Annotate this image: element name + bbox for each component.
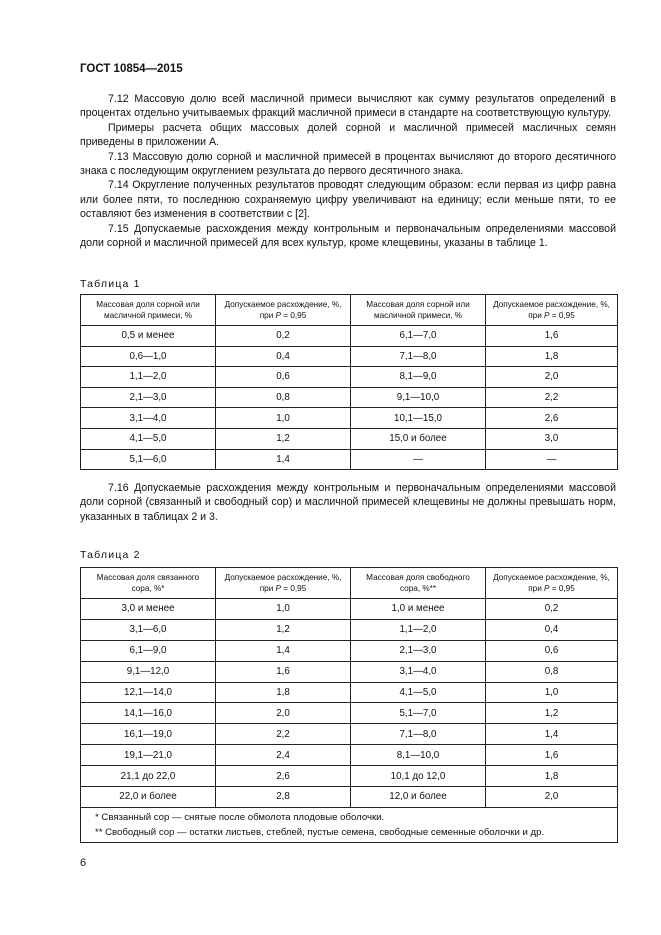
table-cell: 1,6	[216, 661, 351, 682]
table-cell: 2,1—3,0	[351, 640, 486, 661]
table-cell: 2,0	[486, 787, 618, 808]
table-cell: 0,8	[216, 387, 351, 408]
table-cell: 2,4	[216, 745, 351, 766]
table-cell: 0,6	[486, 640, 618, 661]
table-cell: 14,1—16,0	[81, 703, 216, 724]
table1-header-cell: Допускаемое расхождение, %, при P = 0,95	[216, 295, 351, 326]
table1-row	[81, 326, 618, 347]
table1-caption: Таблица 1	[80, 278, 141, 290]
table-cell: 0,6—1,0	[81, 346, 216, 367]
table-cell: 1,2	[216, 428, 351, 449]
paragraph-7-16: 7.16 Допускаемые расхождения между контрольным и первоначальным определениями массовой доли сорной (связанный и свободный сор) и масличной примесей клещевины не должны превышать норм, указанных в таблицах 2 и 3.	[80, 482, 616, 523]
paragraph-examples: Примеры расчета общих массовых долей сорной и масличной примесей масличных семян приведены в приложении А.	[80, 121, 616, 149]
table1-body	[81, 326, 618, 470]
table2-footnotes	[81, 807, 618, 842]
table-cell: 16,1—19,0	[81, 724, 216, 745]
table-cell: 1,0 и менее	[351, 599, 486, 620]
table2-row	[81, 745, 618, 766]
table-cell: 2,2	[486, 387, 618, 408]
table-cell: 6,1—9,0	[81, 640, 216, 661]
table-cell: 0,2	[216, 326, 351, 347]
table-cell: 0,8	[486, 661, 618, 682]
table-cell: 1,1—2,0	[81, 367, 216, 388]
table2-row	[81, 682, 618, 703]
table-cell: 2,6	[216, 766, 351, 787]
table-cell: 1,2	[216, 619, 351, 640]
table-cell: 8,1—9,0	[351, 367, 486, 388]
table-cell: 1,0	[216, 599, 351, 620]
table-cell: 2,6	[486, 408, 618, 429]
table2-row	[81, 599, 618, 620]
table2-header-cell: Допускаемое расхождение, %, при P = 0,95	[216, 568, 351, 599]
table-cell: 7,1—8,0	[351, 724, 486, 745]
paragraph-7-14: 7.14 Округление полученных результатов проводят следующим образом: если первая из цифр равна или более пяти, то последнюю сохраняемую цифру увеличивают на единицу; если меньше пяти, то ее оставляют без изменения в соответствии с [2].	[80, 179, 616, 221]
table-cell: 1,8	[486, 346, 618, 367]
table-cell: 10,1—15,0	[351, 408, 486, 429]
table-cell: 7,1—8,0	[351, 346, 486, 367]
table-cell: 1,4	[216, 449, 351, 470]
table-2	[80, 567, 618, 843]
table-cell: 3,1—4,0	[351, 661, 486, 682]
table2-header-cell: Массовая доля связанного сора, %*	[81, 568, 216, 599]
table-cell: 0,4	[486, 619, 618, 640]
table-cell: 12,0 и более	[351, 787, 486, 808]
table-cell: 1,0	[486, 682, 618, 703]
table-cell: —	[486, 449, 618, 470]
document-header: ГОСТ 10854—2015	[80, 63, 183, 75]
table-cell: 0,6	[216, 367, 351, 388]
table1-header-cell: Допускаемое расхождение, %, при P = 0,95	[486, 295, 618, 326]
table-cell: 3,1—6,0	[81, 619, 216, 640]
section-7-12-7-15	[80, 92, 616, 250]
table-cell: 1,1—2,0	[351, 619, 486, 640]
table-cell: 5,1—6,0	[81, 449, 216, 470]
table1-row	[81, 408, 618, 429]
table-cell: 1,2	[486, 703, 618, 724]
table-cell: —	[351, 449, 486, 470]
table-cell: 6,1—7,0	[351, 326, 486, 347]
table2-row	[81, 766, 618, 787]
table-cell: 3,0	[486, 428, 618, 449]
table2-header-cell: Допускаемое расхождение, %, при P = 0,95	[486, 568, 618, 599]
table1-row	[81, 346, 618, 367]
table-cell: 19,1—21,0	[81, 745, 216, 766]
table-cell: 2,1—3,0	[81, 387, 216, 408]
table-cell: 3,0 и менее	[81, 599, 216, 620]
table2-row	[81, 661, 618, 682]
table-cell: 21,1 до 22,0	[81, 766, 216, 787]
table-cell: 10,1 до 12,0	[351, 766, 486, 787]
table2-row	[81, 724, 618, 745]
table1-header-cell: Массовая доля сорной или масличной примеси, %	[351, 295, 486, 326]
table-cell: 1,6	[486, 326, 618, 347]
paragraph-7-13: 7.13 Массовую долю сорной и масличной примесей в процентах вычисляют до второго десятичного знака с последующим округлением результата до первого десятичного знака.	[80, 150, 616, 178]
table-cell: 1,8	[486, 766, 618, 787]
table-cell: 1,4	[216, 640, 351, 661]
table-cell: 2,0	[216, 703, 351, 724]
table-cell: 9,1—12,0	[81, 661, 216, 682]
table-cell: 3,1—4,0	[81, 408, 216, 429]
table-cell: 0,2	[486, 599, 618, 620]
table2-caption: Таблица 2	[80, 549, 141, 561]
section-7-16	[80, 481, 616, 524]
footnote-free-litter: ** Свободный сор — остатки листьев, стеблей, пустые семена, свободные семенные оболочки и др.	[95, 826, 545, 838]
table-cell: 12,1—14,0	[81, 682, 216, 703]
table-cell: 1,8	[216, 682, 351, 703]
table-cell: 5,1—7,0	[351, 703, 486, 724]
table-cell: 0,4	[216, 346, 351, 367]
table1-row	[81, 449, 618, 470]
table-cell: 0,5 и менее	[81, 326, 216, 347]
table-cell: 1,0	[216, 408, 351, 429]
table-cell: 22,0 и более	[81, 787, 216, 808]
table2-row	[81, 619, 618, 640]
table1-row	[81, 428, 618, 449]
table-cell: 9,1—10,0	[351, 387, 486, 408]
table1-row	[81, 367, 618, 388]
table-1	[80, 294, 618, 470]
paragraph-7-15: 7.15 Допускаемые расхождения между контрольным и первоначальным определениями массовой доли сорной и масличной примесей для всех культур, кроме клещевины, указаны в таблице 1.	[80, 222, 616, 250]
table-cell: 4,1—5,0	[81, 428, 216, 449]
table2-header-cell: Массовая доля свободного сора, %**	[351, 568, 486, 599]
table-cell: 1,6	[486, 745, 618, 766]
footnote-bound-litter: * Связанный сор — снятые после обмолота плодовые оболочки.	[95, 811, 385, 823]
table1-row	[81, 387, 618, 408]
table-cell: 4,1—5,0	[351, 682, 486, 703]
table1-header-cell: Массовая доля сорной или масличной примеси, %	[81, 295, 216, 326]
table2-row	[81, 787, 618, 808]
table-cell: 2,0	[486, 367, 618, 388]
paragraph-7-12: 7.12 Массовую долю всей масличной примеси вычисляют как сумму результатов определений в процентах отдельно учитываемых фракций масличной примеси в стандарте на соответствующую культуру.	[80, 93, 616, 120]
table-cell: 2,8	[216, 787, 351, 808]
table2-row	[81, 703, 618, 724]
table2-body	[81, 599, 618, 808]
table-cell: 15,0 и более	[351, 428, 486, 449]
table-cell: 2,2	[216, 724, 351, 745]
page-number: 6	[80, 857, 87, 869]
table-cell: 8,1—10,0	[351, 745, 486, 766]
table2-row	[81, 640, 618, 661]
table-cell: 1,4	[486, 724, 618, 745]
